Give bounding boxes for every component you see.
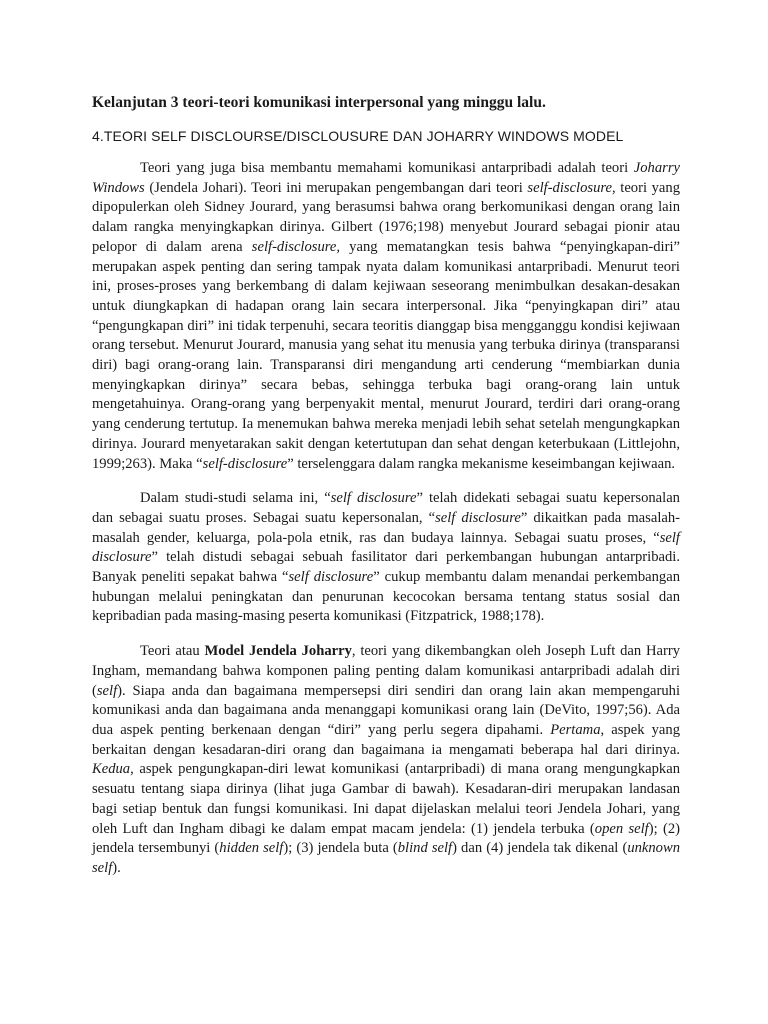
text-run: ) dan (4) jendela tak dikenal ( xyxy=(452,840,628,857)
italic-text-run: blind self xyxy=(397,840,453,857)
text-run: ” telah distudi sebagai sebuah fasilitator dari perkembangan hubungan antarpribadi. Banyak peneliti sepakat bahwa “ xyxy=(92,549,680,586)
text-run: Teori atau xyxy=(140,643,205,660)
italic-text-run: Kedua xyxy=(92,761,131,778)
document-title: Kelanjutan 3 teori-teori komunikasi interpersonal yang minggu lalu. xyxy=(92,94,546,111)
text-run: Dalam studi-studi selama ini, “ xyxy=(140,490,331,507)
text-run: , aspek yang berkaitan dengan kesadaran-diri orang dan bagaimana ia mengamati beberapa hal dari dirinya. xyxy=(92,721,680,758)
text-run: , aspek pengungkapan-diri lewat komunikasi (antarpribadi) di mana orang mengungkapkan sesuatu tentang siapa dirinya (lihat juga Gambar di bawah). Kesadaran-diri merupakan landasan bagi setiap bentuk dan fungsi komunikasi. Ini dapat dijelaskan melalui teori Jendela Johari, yang oleh Luft dan Ingham dibagi ke dalam empat macam jendela: (1) jendela terbuka ( xyxy=(92,761,680,837)
italic-text-run: self disclosure xyxy=(330,490,417,507)
text-run: (Jendela Johari). Teori ini merupakan pengembangan dari teori xyxy=(144,179,528,196)
bold-text-run: Model Jendela Joharry xyxy=(204,643,352,660)
text-run: ” telah didekati sebagai suatu kepersonalan dan sebagai suatu proses. Sebagai suatu kepersonalan, “ xyxy=(92,490,680,526)
text-run: ); (3) jendela buta ( xyxy=(283,840,398,857)
italic-text-run: self-disclosure xyxy=(527,179,612,196)
paragraph-3 xyxy=(92,642,680,878)
text-run: ). xyxy=(112,859,121,876)
section-heading: 4.TEORI SELF DISCLOURSE/DISCLOUSURE DAN JOHARRY WINDOWS MODEL xyxy=(92,128,624,144)
italic-text-run: unknown self xyxy=(92,840,681,876)
text-run: Teori yang juga bisa membantu memahami komunikasi antarpribadi adalah teori xyxy=(140,160,634,176)
paragraph-1 xyxy=(92,159,680,474)
text-run: , teori yang dipopulerkan oleh Sidney Jourard, yang berasumsi bahwa orang berkomunikasi dengan orang lain dalam rangka menyingkapkan dirinya. Gilbert (1976;198) menyebut Jourard sebagai pionir atau pelopor di dalam arena xyxy=(92,179,680,255)
text-run: ” terselenggara dalam rangka mekanisme keseimbangan kejiwaan. xyxy=(287,455,676,472)
text-run: , teori yang dikembangkan oleh Joseph Luft dan Harry Ingham, memandang bahwa komponen paling penting dalam komunikasi antarpribadi adalah diri ( xyxy=(92,643,680,699)
italic-text-run: self disclosure xyxy=(435,509,521,526)
text-run: yang mematangkan tesis bahwa “penyingkapan-diri” merupakan aspek penting dan sering tampak nyata dalam komunikasi antarpribadi. Menurut teori ini, proses-proses yang berkembang di dalam kejiwaan seseorang menimbulkan desakan-desakan untuk diungkapkan di hadapan orang lain secara interpersonal. Jika “penyingkapan diri” atau “pengungkapan diri” ini tidak terpenuhi, secara teoritis dianggap bisa mengganggu kondisi kejiwaan orang tersebut. Menurut Jourard, manusia yang sehat itu menusia yang terbuka dirinya (transparansi diri) bagi orang-orang lain. Transparansi diri mengandung arti cenderung “membiarkan dunia menyingkapkan dirinya” secara bebas, sehingga terbuka bagi orang-orang lain untuk mengetahuinya. Orang-orang yang berpenyakit mental, menurut Jourard, terdiri dari orang-orang yang cenderung tertutup. Ia menemukan bahwa mereka menjadi lebih sehat setelah mengungkapkan dirinya. Jourard menyetarakan sakit dengan ketertutupan dan sehat dengan keterbukaan (Littlejohn, 1999;263). Maka “ xyxy=(92,238,680,472)
italic-text-run: self-disclosure, xyxy=(251,238,341,255)
italic-text-run: self disclosure xyxy=(288,569,374,586)
paragraph-2 xyxy=(92,489,680,627)
italic-text-run: hidden self xyxy=(219,840,284,857)
italic-text-run: self disclosure xyxy=(92,529,680,566)
italic-text-run: self-disclosure xyxy=(202,455,288,472)
text-run: ). Siapa anda dan bagaimana mempersepsi diri sendiri dan orang lain akan mempengaruhi komunikasi anda dan bagaimana anda menanggapi komunikasi orang lain (DeVito, 1997;56). Ada dua aspek penting berkenaan dengan “diri” yang perlu segera dipahami. xyxy=(92,682,680,738)
text-run: ); (2) jendela tersembunyi ( xyxy=(92,820,680,857)
italic-text-run: open self xyxy=(594,820,649,837)
text-run: ” dikaitkan pada masalah-masalah gender, keluarga, pola-pola etnik, ras dan budaya lainnya. Sebagai suatu proses, “ xyxy=(92,509,681,546)
italic-text-run: self xyxy=(96,682,118,699)
text-run: ” cukup membantu dalam menandai perkembangan hubungan melalui peningkatan dan penurunan kecocokan bersama tentang status sosial dan kepribadian pada masing-masing peserta komunikasi (Fitzpatrick, 1988;178). xyxy=(92,569,681,625)
italic-text-run: Pertama xyxy=(550,721,601,738)
italic-text-run: Joharry Windows xyxy=(92,160,680,196)
